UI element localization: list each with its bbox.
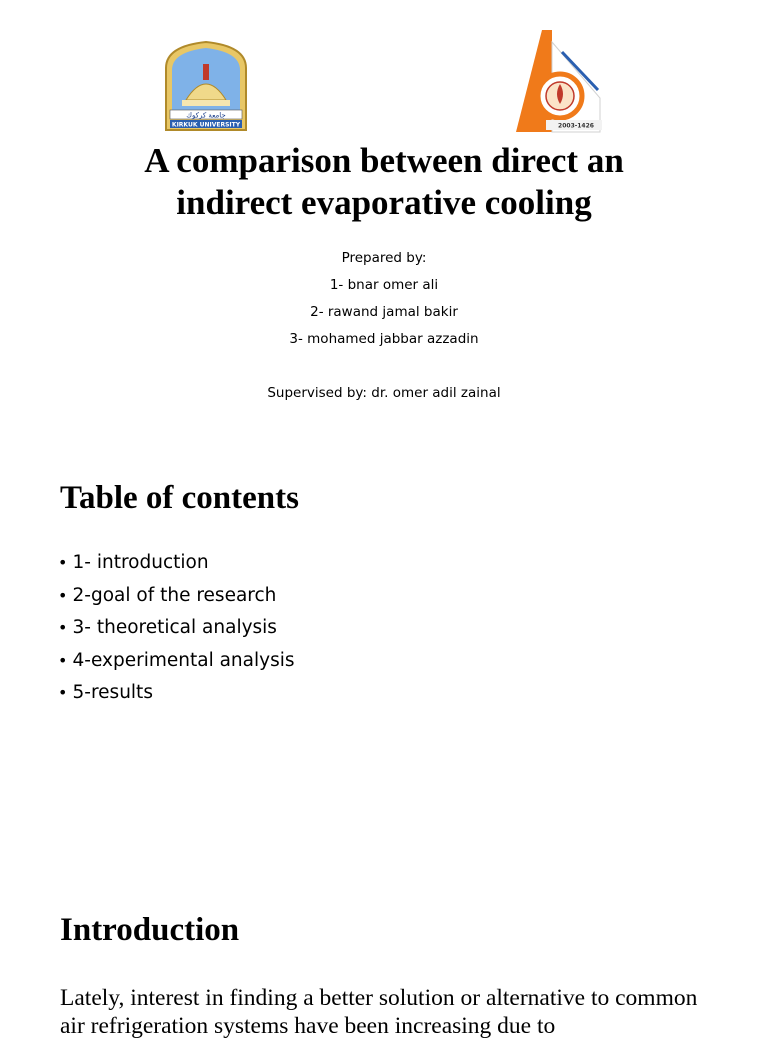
- title-line-2: indirect evaporative cooling: [176, 183, 592, 222]
- author-3: 3- mohamed jabbar azzadin: [289, 331, 479, 347]
- toc-item-goal: • 2-goal of the research: [58, 580, 295, 613]
- toc-item-introduction: • 1- introduction: [58, 547, 295, 580]
- logo-left-arabic: جامعة كركوك: [186, 111, 226, 120]
- author-2: 2- rawand jamal bakir: [310, 304, 458, 320]
- toc-item-experimental: • 4-experimental analysis: [58, 645, 295, 678]
- presentation-title: [84, 140, 684, 224]
- prepared-by-label: Prepared by:: [341, 250, 427, 266]
- supervisor: Supervised by: dr. omer adil zainal: [267, 385, 501, 401]
- toc-item-theoretical: • 3- theoretical analysis: [58, 612, 295, 645]
- introduction-heading: Introduction: [60, 912, 240, 948]
- logo-left-text: KIRKUK UNIVERSITY: [171, 121, 241, 129]
- logo-right-year: 2003-1426: [558, 122, 594, 130]
- toc-heading: Table of contents: [60, 480, 299, 516]
- author-1: 1- bnar omer ali: [329, 277, 439, 293]
- toc-list: [58, 547, 295, 710]
- introduction-text: Lately, interest in finding a better solution or alternative to common air refrigeration systems have been increasing due to: [60, 985, 698, 1039]
- engineering-college-logo: [512, 28, 604, 134]
- credits-block: [134, 245, 634, 407]
- title-line-1: A comparison between direct an: [144, 141, 624, 180]
- kirkuk-university-logo: [158, 38, 254, 136]
- toc-item-results: • 5-results: [58, 677, 295, 710]
